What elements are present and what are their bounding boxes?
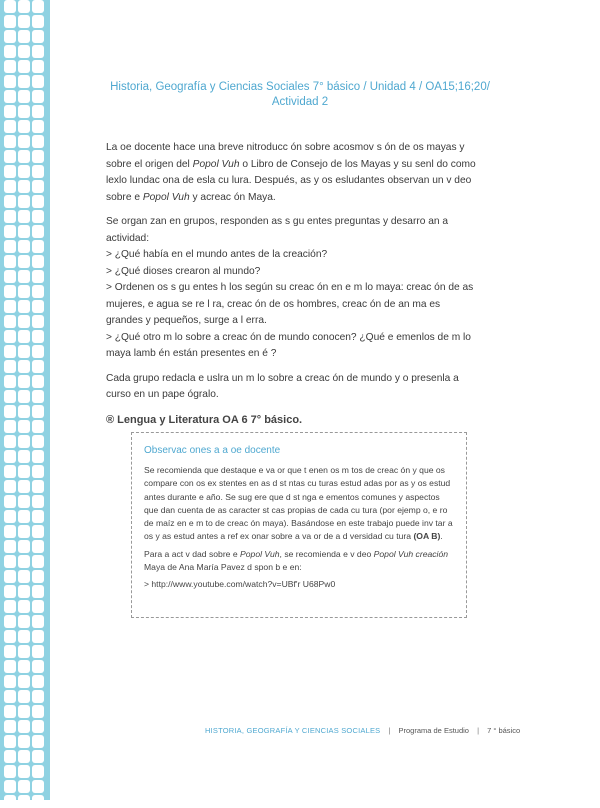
question-item: > ¿Qué dioses crearon al mundo? bbox=[106, 265, 261, 277]
footer-grade: 7 ° básico bbox=[487, 726, 521, 735]
teacher-notes-paragraph bbox=[144, 464, 454, 544]
decorative-tile bbox=[4, 690, 16, 703]
decorative-tile bbox=[18, 180, 30, 193]
decorative-tile bbox=[4, 45, 16, 58]
decorative-tile bbox=[18, 210, 30, 223]
decorative-tile bbox=[32, 570, 44, 583]
decorative-tile bbox=[18, 135, 30, 148]
question-item: > ¿Qué otro m lo sobre a creac ón de mundo conocen? ¿Qué e emenlos de m lo maya lamb én están presentes en é ? bbox=[106, 331, 471, 359]
video-text-b: , se recomienda e v deo bbox=[279, 548, 374, 559]
decorative-tile bbox=[4, 420, 16, 433]
decorative-tile bbox=[18, 660, 30, 673]
decorative-tile bbox=[32, 135, 44, 148]
decorative-tile bbox=[18, 255, 30, 268]
decorative-tile bbox=[4, 750, 16, 763]
decorative-tile bbox=[18, 480, 30, 493]
decorative-tile bbox=[32, 105, 44, 118]
footer-separator: | bbox=[388, 726, 391, 735]
decorative-tile bbox=[4, 660, 16, 673]
decorative-tile bbox=[32, 660, 44, 673]
intro-emphasis-2: Popol Vuh bbox=[142, 191, 190, 203]
decorative-tile bbox=[32, 585, 44, 598]
decorative-tile bbox=[32, 45, 44, 58]
title-line-1: Historia, Geografía y Ciencias Sociales 7° básico / Unidad 4 / OA15;16;20/ bbox=[110, 81, 490, 93]
decorative-tile bbox=[32, 15, 44, 28]
decorative-side-band bbox=[0, 0, 50, 800]
decorative-tile bbox=[18, 795, 30, 808]
decorative-tile bbox=[4, 30, 16, 43]
decorative-tile bbox=[32, 300, 44, 313]
decorative-tile bbox=[32, 420, 44, 433]
decorative-tile bbox=[4, 225, 16, 238]
decorative-tile bbox=[32, 375, 44, 388]
decorative-tile bbox=[18, 705, 30, 718]
decorative-tile bbox=[32, 165, 44, 178]
decorative-tile bbox=[32, 510, 44, 523]
decorative-tile bbox=[18, 750, 30, 763]
decorative-tile bbox=[18, 60, 30, 73]
decorative-tile bbox=[18, 735, 30, 748]
decorative-tile bbox=[4, 360, 16, 373]
decorative-tile bbox=[18, 495, 30, 508]
question-list bbox=[106, 214, 476, 363]
decorative-tile bbox=[18, 375, 30, 388]
decorative-tile bbox=[32, 450, 44, 463]
decorative-tile bbox=[32, 180, 44, 193]
decorative-tile bbox=[32, 675, 44, 688]
decorative-tile bbox=[4, 720, 16, 733]
decorative-tile bbox=[18, 765, 30, 778]
decorative-tile bbox=[4, 180, 16, 193]
decorative-tile bbox=[18, 645, 30, 658]
decorative-tile bbox=[18, 0, 30, 13]
decorative-tile bbox=[4, 315, 16, 328]
decorative-tile bbox=[18, 465, 30, 478]
decorative-tile bbox=[18, 390, 30, 403]
decorative-tile bbox=[18, 150, 30, 163]
closing-paragraph: Cada grupo redacla e uslra un m lo sobre a creac ón de mundo y o presenla a curso en un pape ógralo. bbox=[106, 372, 459, 400]
footer-program: Programa de Estudio bbox=[398, 726, 469, 735]
decorative-tile bbox=[18, 285, 30, 298]
decorative-tile bbox=[32, 270, 44, 283]
intro-text-a: La oe docente hace una breve nitroducc ón sobre acosmov s ón de os mayas y sobre el origen del bbox=[106, 142, 465, 170]
decorative-tile bbox=[18, 120, 30, 133]
decorative-tile bbox=[32, 720, 44, 733]
intro-emphasis: Popol Vuh bbox=[192, 158, 240, 170]
decorative-tile bbox=[4, 285, 16, 298]
decorative-tile bbox=[4, 255, 16, 268]
video-link[interactable]: > http://www.youtube.com/watch?v=UBf'r U68Pw0 bbox=[144, 579, 336, 590]
lengua-literatura-reference: ® Lengua y Literatura OA 6 7° básico. bbox=[106, 413, 303, 426]
decorative-tile bbox=[4, 765, 16, 778]
question-item: > ¿Qué había en el mundo antes de la creación? bbox=[106, 249, 328, 260]
decorative-tile bbox=[4, 405, 16, 418]
decorative-tile bbox=[32, 465, 44, 478]
decorative-tile bbox=[4, 555, 16, 568]
title-line-2: Actividad 2 bbox=[271, 96, 329, 108]
decorative-tile bbox=[18, 15, 30, 28]
decorative-tile bbox=[32, 0, 44, 13]
decorative-tile bbox=[18, 105, 30, 118]
decorative-tile bbox=[18, 450, 30, 463]
decorative-tile bbox=[18, 435, 30, 448]
decorative-tile bbox=[4, 495, 16, 508]
activity-content bbox=[106, 140, 476, 428]
page-footer bbox=[205, 726, 585, 735]
decorative-tile bbox=[4, 525, 16, 538]
decorative-tile bbox=[32, 780, 44, 793]
decorative-tile bbox=[32, 795, 44, 808]
decorative-tile bbox=[4, 240, 16, 253]
decorative-tile bbox=[32, 240, 44, 253]
decorative-tile bbox=[4, 90, 16, 103]
decorative-tile bbox=[18, 420, 30, 433]
decorative-tile bbox=[32, 195, 44, 208]
decorative-tile bbox=[32, 285, 44, 298]
decorative-tile bbox=[32, 75, 44, 88]
decorative-tile bbox=[18, 75, 30, 88]
decorative-tile bbox=[18, 690, 30, 703]
decorative-tile bbox=[4, 600, 16, 613]
decorative-tile bbox=[32, 345, 44, 358]
decorative-tile bbox=[18, 780, 30, 793]
decorative-tile bbox=[32, 210, 44, 223]
decorative-tile bbox=[18, 360, 30, 373]
page-title bbox=[100, 80, 500, 110]
decorative-tile bbox=[18, 225, 30, 238]
decorative-tile bbox=[4, 645, 16, 658]
intro-paragraph bbox=[106, 140, 476, 206]
decorative-tile bbox=[32, 360, 44, 373]
decorative-tile bbox=[18, 540, 30, 553]
decorative-tile bbox=[4, 150, 16, 163]
decorative-tile bbox=[32, 225, 44, 238]
decorative-tile bbox=[4, 210, 16, 223]
decorative-tile bbox=[4, 705, 16, 718]
decorative-tile bbox=[32, 150, 44, 163]
decorative-tile bbox=[18, 345, 30, 358]
decorative-tile bbox=[32, 495, 44, 508]
decorative-tile bbox=[4, 195, 16, 208]
decorative-tile bbox=[32, 120, 44, 133]
decorative-tile bbox=[18, 330, 30, 343]
decorative-tile bbox=[32, 90, 44, 103]
video-recommendation bbox=[144, 548, 454, 575]
decorative-tile bbox=[4, 60, 16, 73]
decorative-tile bbox=[4, 450, 16, 463]
decorative-tile bbox=[4, 780, 16, 793]
teacher-notes-box bbox=[131, 432, 467, 618]
decorative-tile bbox=[4, 135, 16, 148]
decorative-tile bbox=[4, 480, 16, 493]
decorative-tile bbox=[4, 615, 16, 628]
video-text-c: Maya de Ana María Pavez d spon b e en: bbox=[144, 562, 302, 573]
decorative-tile bbox=[18, 240, 30, 253]
decorative-tile bbox=[32, 765, 44, 778]
decorative-tile bbox=[4, 0, 16, 13]
decorative-tile bbox=[32, 645, 44, 658]
notes-text-end: . bbox=[440, 531, 443, 542]
decorative-tile bbox=[4, 540, 16, 553]
decorative-tile bbox=[32, 390, 44, 403]
decorative-tile bbox=[18, 600, 30, 613]
decorative-tile bbox=[4, 795, 16, 808]
decorative-tile bbox=[32, 315, 44, 328]
decorative-tile bbox=[4, 15, 16, 28]
decorative-tile bbox=[18, 270, 30, 283]
decorative-tile bbox=[4, 465, 16, 478]
teacher-notes-title: Observac ones a a oe docente bbox=[144, 445, 281, 456]
decorative-tile bbox=[32, 255, 44, 268]
video-title: Popol Vuh creación bbox=[373, 548, 449, 559]
decorative-tile bbox=[32, 690, 44, 703]
decorative-tile bbox=[32, 735, 44, 748]
decorative-tile bbox=[32, 330, 44, 343]
decorative-tile bbox=[4, 570, 16, 583]
decorative-tile bbox=[4, 345, 16, 358]
decorative-tile bbox=[32, 525, 44, 538]
decorative-tile bbox=[4, 375, 16, 388]
decorative-tile bbox=[4, 300, 16, 313]
decorative-tile bbox=[18, 675, 30, 688]
decorative-tile bbox=[18, 615, 30, 628]
decorative-tile bbox=[18, 195, 30, 208]
decorative-tile bbox=[18, 720, 30, 733]
decorative-tile bbox=[18, 165, 30, 178]
decorative-tile bbox=[4, 675, 16, 688]
decorative-tile bbox=[32, 435, 44, 448]
decorative-tile bbox=[18, 585, 30, 598]
decorative-tile bbox=[4, 120, 16, 133]
decorative-tile bbox=[32, 750, 44, 763]
decorative-tile bbox=[32, 555, 44, 568]
decorative-tile bbox=[18, 315, 30, 328]
decorative-tile bbox=[32, 480, 44, 493]
decorative-tile bbox=[32, 600, 44, 613]
footer-separator: | bbox=[477, 726, 480, 735]
intro-text-b: o Libro de Consejo de los Mayas y su senl do como lexlo lundac ona de esla cu lura. Después, as y os esludantes observan un v deo sobre e bbox=[106, 158, 476, 203]
decorative-tile bbox=[18, 525, 30, 538]
decorative-tile bbox=[4, 510, 16, 523]
decorative-tile bbox=[18, 90, 30, 103]
decorative-tile bbox=[18, 45, 30, 58]
decorative-tile bbox=[32, 60, 44, 73]
video-text-a: Para a act v dad sobre e bbox=[144, 548, 241, 559]
video-emphasis: Popol Vuh bbox=[240, 548, 280, 559]
decorative-tile bbox=[4, 270, 16, 283]
intro-text-c: y acreac ón Maya. bbox=[189, 191, 276, 203]
decorative-tile bbox=[32, 615, 44, 628]
decorative-tile bbox=[32, 630, 44, 643]
decorative-tile bbox=[4, 585, 16, 598]
decorative-tile bbox=[4, 630, 16, 643]
groups-intro: Se organ zan en grupos, responden as s gu entes preguntas y desarro an a actividad: bbox=[106, 216, 449, 244]
decorative-tile bbox=[18, 510, 30, 523]
decorative-tile bbox=[18, 555, 30, 568]
decorative-tile bbox=[32, 30, 44, 43]
decorative-tile bbox=[4, 165, 16, 178]
decorative-tile bbox=[4, 390, 16, 403]
decorative-tile bbox=[4, 330, 16, 343]
notes-oa-code: (OA B) bbox=[413, 531, 441, 542]
decorative-tile-grid bbox=[4, 0, 48, 800]
decorative-tile bbox=[4, 435, 16, 448]
decorative-tile bbox=[4, 75, 16, 88]
notes-text: Se recomienda que destaque e va or que t enen os m tos de creac ón y que os compare con os ex stentes en as d st ntas cu turas estud adas por as y os estud antes durante e año. Se sug ere que d st nga e ementos comunes y aspectos que dan cuenta de as caracter st cas propias de cada cu tura (por ejemp o, e ro de maíz en e m to de creac ón maya). Basándose en este trabajo puede inv tar a os y as estud antes a ref ex onar sobre a va or de a d versidad cu tura bbox=[144, 465, 453, 542]
decorative-tile bbox=[18, 570, 30, 583]
decorative-tile bbox=[32, 540, 44, 553]
decorative-tile bbox=[4, 735, 16, 748]
decorative-tile bbox=[18, 630, 30, 643]
question-item: > Ordenen os s gu entes h los según su creac ón en e m lo maya: creac ón de as mujeres, e agua se re l ra, creac ón de os hombres, creac ón de an ma es grandes y pequeños, surge a l erra. bbox=[106, 282, 474, 326]
decorative-tile bbox=[18, 405, 30, 418]
decorative-tile bbox=[18, 30, 30, 43]
decorative-tile bbox=[4, 105, 16, 118]
footer-subject: HISTORIA, GEOGRAFÍA Y CIENCIAS SOCIALES bbox=[205, 726, 381, 735]
decorative-tile bbox=[32, 405, 44, 418]
decorative-tile bbox=[32, 705, 44, 718]
decorative-tile bbox=[18, 300, 30, 313]
